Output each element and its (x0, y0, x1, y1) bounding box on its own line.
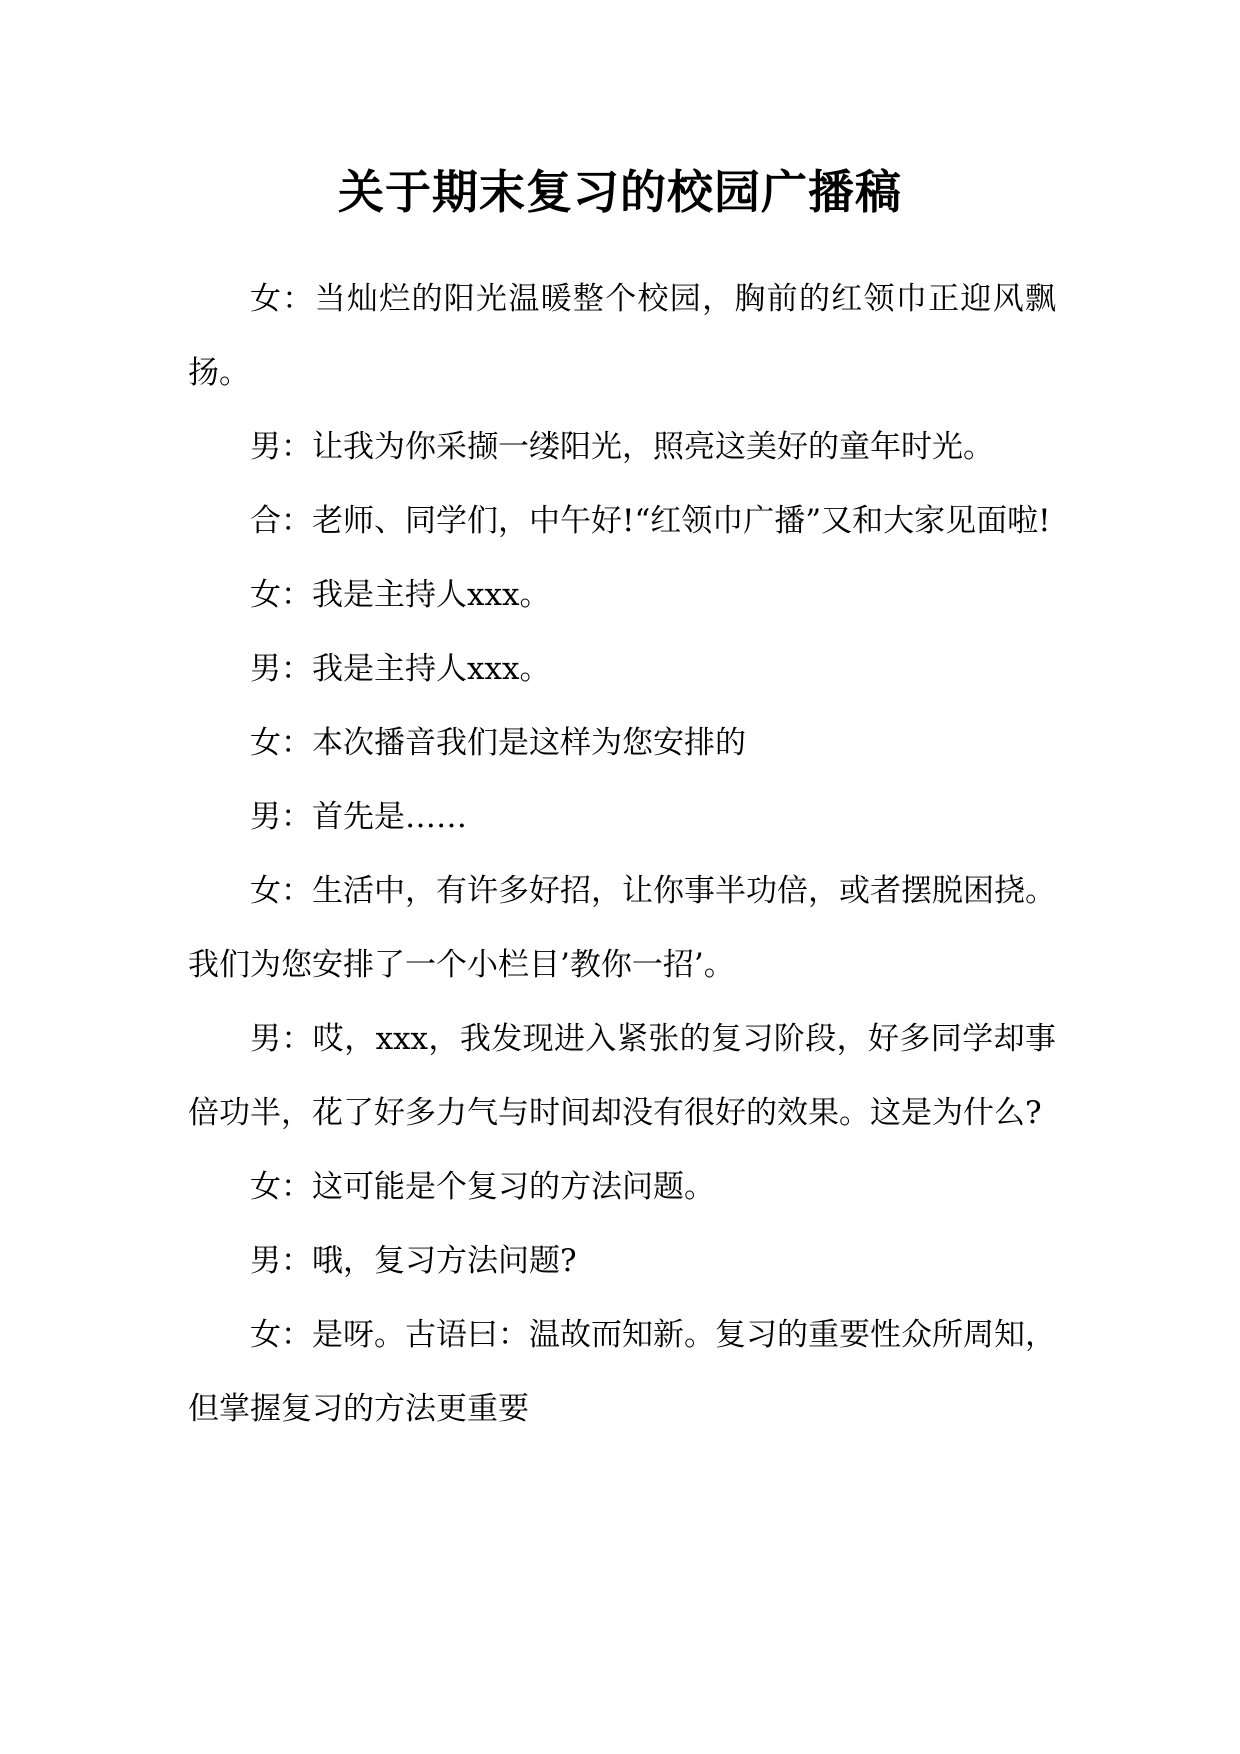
paragraph: 男：让我为你采撷一缕阳光，照亮这美好的童年时光。 (250, 429, 994, 465)
paragraph: 女：本次播音我们是这样为您安排的 (250, 725, 746, 761)
paragraph: 男：首先是…… (250, 799, 467, 835)
document-body (188, 262, 1056, 1446)
paragraph: 男：哦，复习方法问题? (250, 1243, 577, 1279)
paragraph: 女：是呀。古语曰：温故而知新。复习的重要性众所周知，但掌握复习的方法更重要 (188, 1317, 1056, 1427)
document-title: 关于期末复习的校园广播稿 (338, 165, 902, 219)
paragraph: 女：生活中，有许多好招，让你事半功倍，或者摆脱困挠。我们为您安排了一个小栏目’教你一招’。 (188, 873, 1056, 983)
paragraph: 男：我是主持人xxx。 (250, 651, 551, 687)
paragraph: 合：老师、同学们，中午好!“红领巾广播”又和大家见面啦! (250, 503, 1051, 539)
paragraph: 女：当灿烂的阳光温暖整个校园，胸前的红领巾正迎风飘扬。 (188, 281, 1056, 391)
paragraph: 男：哎，xxx，我发现进入紧张的复习阶段，好多同学却事倍功半，花了好多力气与时间却没有很好的效果。这是为什么? (188, 1021, 1056, 1131)
paragraph: 女：我是主持人xxx。 (250, 577, 551, 613)
paragraph: 女：这可能是个复习的方法问题。 (250, 1169, 715, 1205)
